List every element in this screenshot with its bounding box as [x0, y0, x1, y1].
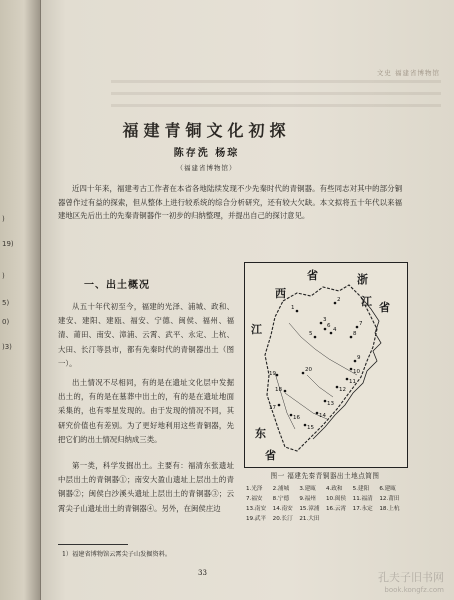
- site-label: 16: [293, 415, 300, 421]
- river-ting: [275, 373, 295, 429]
- site-label: 3: [323, 317, 327, 323]
- site-label: 7: [359, 321, 363, 327]
- legend-item: 6.建瓯: [379, 486, 396, 492]
- site-map-figure: [244, 262, 408, 468]
- section-heading: 一、出土概况: [84, 280, 150, 291]
- map-label: 省: [265, 449, 276, 462]
- bleed-through: [111, 80, 441, 83]
- legend-item: 20.长汀: [272, 516, 293, 522]
- legend-item: 16.云霄: [325, 506, 347, 512]
- legend-item: 21.大田: [299, 516, 320, 522]
- site-label: 2: [337, 297, 341, 303]
- map-legend: [246, 484, 406, 524]
- site-label: 14: [319, 413, 326, 419]
- margin-mark: ): [2, 215, 5, 223]
- legend-item: 19.武平: [246, 516, 267, 522]
- body-paragraph: 从五十年代初至今，福建的光泽、浦城、政和、建安、建阳、建瓯、福安、宁德、闽侯、福州、福清、莆田、南安、漳浦、云霄、武平、永定、上杭、大田、长汀等县市，都有先秦时代的青铜器出土（图一）。: [58, 302, 234, 368]
- legend-item: 17.永定: [352, 506, 373, 512]
- affiliation: （福建省博物馆）: [176, 164, 237, 172]
- site-label: 8: [353, 331, 357, 337]
- map-label: 省: [379, 301, 390, 314]
- bleed-through: [111, 104, 441, 107]
- legend-item: 12.莆田: [379, 496, 400, 502]
- watermark: [378, 572, 444, 596]
- site-label: 18: [275, 387, 282, 393]
- legend-item: 5.建阳: [352, 486, 370, 492]
- margin-mark: ): [2, 272, 5, 280]
- page-number: 33: [198, 569, 207, 577]
- site-label: 1: [291, 305, 295, 311]
- river-jin: [307, 375, 333, 397]
- site-label: 19: [269, 371, 276, 377]
- legend-item: 8.宁德: [272, 496, 290, 502]
- running-header: 文史 福建省博物馆: [376, 69, 440, 77]
- legend-item: 7.福安: [246, 496, 263, 502]
- map-label: 江: [361, 295, 372, 308]
- margin-mark: 19): [2, 240, 14, 248]
- legend-item: 10.闽侯: [325, 496, 347, 502]
- watermark-text: 孔夫子旧书网: [378, 571, 444, 584]
- footnote-rule: [58, 544, 128, 545]
- site-label: 6: [327, 323, 331, 329]
- legend-item: 14.南安: [272, 506, 293, 512]
- site-label: 10: [353, 369, 360, 375]
- margin-mark: 0): [2, 318, 10, 326]
- legend-item: 18.上杭: [379, 506, 400, 512]
- footnote: 1）福建省博物馆云霄尖子山发掘资料。: [62, 551, 172, 558]
- site-label: 20: [305, 367, 312, 373]
- watermark-url: book.kongfz.com: [384, 586, 444, 594]
- body-paragraph: 出土情况不尽相同，有的是在遗址文化层中发掘出土的，有的是在墓葬中出土的，有的是在遗址地面采集的，也有零星发现的。由于发现的情况不同，其研究价值也有差别。为了更好地利用这些青铜器，先把它们的出土情况归纳成三类。: [58, 378, 234, 444]
- legend-item: 13.南安: [246, 506, 267, 512]
- map-label: 江: [251, 323, 262, 336]
- figure-caption: 图一 福建先秦青铜器出土地点简图: [270, 472, 380, 480]
- article-title: 福建青铜文化初探: [122, 121, 291, 140]
- margin-mark: )3): [2, 343, 12, 351]
- site-label: 9: [357, 355, 361, 361]
- map-label: 东: [255, 427, 266, 440]
- site-label: 11: [349, 379, 356, 385]
- legend-item: 15.漳浦: [299, 506, 320, 512]
- bleed-through: [111, 92, 441, 95]
- site-dots: [276, 302, 359, 427]
- legend-item: 1.光泽: [246, 486, 263, 492]
- legend-item: 2.浦城: [272, 486, 290, 492]
- site-label: 17: [269, 405, 276, 411]
- site-label: 4: [333, 327, 337, 333]
- legend-item: 4.政和: [325, 486, 343, 492]
- site-label: 15: [307, 425, 314, 431]
- site-label: 12: [339, 387, 346, 393]
- authors: 陈存洗 杨琮: [173, 148, 240, 159]
- intro-paragraph: 近四十年来，福建考古工作者在本省各地陆续发现不少先秦时代的青铜器。有些同志对其中的部分铜器曾作过有益的探索，但从整体上进行较系统的综合分析研究，还有较大欠缺。本文拟将五十年代以来福建地区先后出土的先秦青铜器作一初步的归纳整理，并提出自己的探讨意见。: [58, 184, 402, 221]
- fujian-map: [245, 263, 407, 467]
- province-boundary: [265, 285, 377, 451]
- site-label: 13: [327, 401, 334, 407]
- legend-item: 9.福州: [299, 496, 316, 502]
- legend-item: 3.建瓯: [299, 486, 316, 492]
- map-label: 浙: [357, 273, 368, 286]
- river-min: [289, 323, 357, 375]
- site-label: 5: [309, 331, 313, 337]
- map-label: 西: [275, 287, 286, 300]
- margin-mark: 5): [2, 299, 10, 307]
- legend-item: 11.福清: [352, 496, 373, 502]
- body-paragraph: 第一类，科学发掘出土。主要有：福清东张遗址中层出土的青铜器①；南安大盈山遗址上层出土的青铜器②；闽侯白沙溪头遗址上层出土的青铜器③；云霄尖子山遗址出土的青铜器④。另外，在闽侯庄边: [58, 461, 234, 513]
- map-label: 省: [307, 269, 318, 282]
- left-page-edge: [0, 0, 41, 600]
